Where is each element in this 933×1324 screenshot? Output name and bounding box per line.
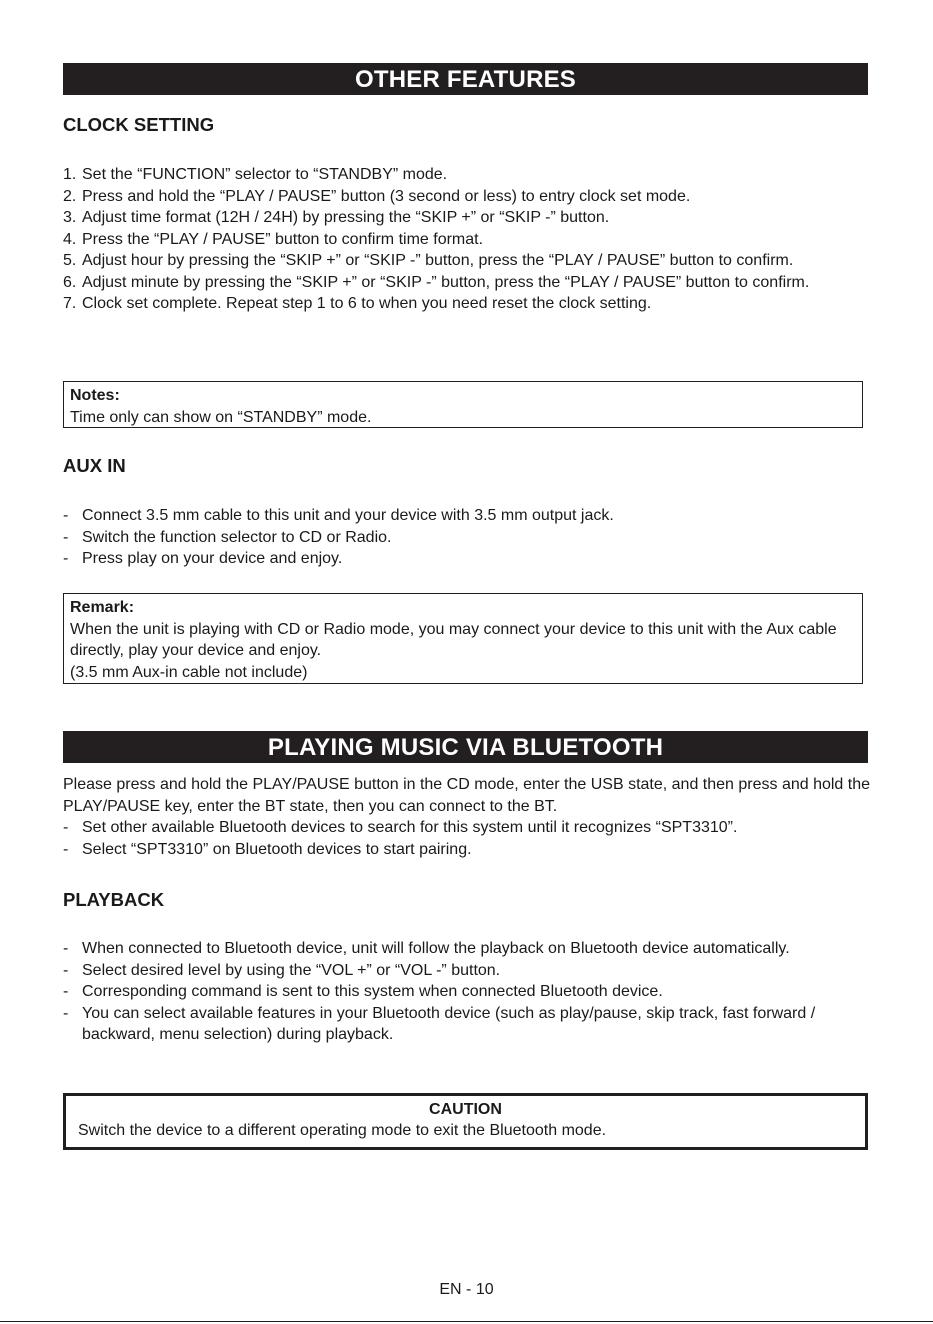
playback-list: [63, 938, 863, 1046]
list-item: [63, 817, 863, 839]
caution-text: Switch the device to a different operating mode to exit the Bluetooth mode.: [78, 1122, 607, 1139]
item-text: Select “SPT3310” on Bluetooth devices to start pairing.: [82, 840, 472, 858]
clock-step-4: [63, 229, 863, 251]
remark-text: When the unit is playing with CD or Radio mode, you may connect your device to this unit with the Aux cable directly, play your device and enjoy.: [70, 620, 837, 659]
dash-marker: -: [63, 1004, 69, 1022]
item-text: Corresponding command is sent to this system when connected Bluetooth device.: [82, 983, 663, 1000]
aux-in-heading: AUX IN: [63, 455, 126, 476]
other-features-banner: OTHER FEATURES: [63, 63, 868, 95]
step-marker: 1.: [63, 166, 77, 183]
list-item: [63, 839, 863, 861]
caution-box: [63, 1093, 868, 1150]
item-text: Select desired level by using the “VOL +” or “VOL -” button.: [82, 961, 501, 979]
step-marker: 2.: [63, 187, 77, 205]
step-text: Press the “PLAY / PAUSE” button to confirm time format.: [82, 230, 484, 248]
step-text: Adjust hour by pressing the “SKIP +” or “SKIP -” button, press the “PLAY / PAUSE” button to confirm.: [82, 252, 794, 269]
item-text: Press play on your device and enjoy.: [82, 550, 343, 567]
dash-marker: -: [63, 528, 69, 546]
step-marker: 3.: [63, 209, 77, 226]
dash-marker: -: [63, 840, 69, 858]
item-text: You can select available features in your Bluetooth device (such as play/pause, skip track, fast forward / backward, menu selection) during playback.: [82, 1004, 816, 1043]
clock-setting-heading: CLOCK SETTING: [63, 114, 215, 135]
step-marker: 6.: [63, 273, 77, 291]
clock-setting-steps: [63, 164, 863, 315]
item-text: Connect 3.5 mm cable to this unit and your device with 3.5 mm output jack.: [82, 507, 614, 524]
step-text: Set the “FUNCTION” selector to “STANDBY” mode.: [82, 166, 448, 183]
dash-marker: -: [63, 940, 69, 957]
list-item: [63, 1003, 863, 1046]
caution-title: CAUTION: [429, 1101, 502, 1118]
step-text: Press and hold the “PLAY / PAUSE” button (3 second or less) to entry clock set mode.: [82, 187, 691, 205]
list-item: [63, 505, 863, 527]
item-text: Switch the function selector to CD or Radio.: [82, 528, 392, 546]
clock-step-5: [63, 250, 863, 272]
step-text: Adjust time format (12H / 24H) by pressing the “SKIP +” or “SKIP -” button.: [82, 209, 610, 226]
page-number: EN - 10: [439, 1281, 494, 1298]
step-marker: 7.: [63, 295, 77, 312]
step-text: Adjust minute by pressing the “SKIP +” or “SKIP -” button, press the “PLAY / PAUSE” button to confirm.: [82, 273, 810, 291]
notes-text: Time only can show on “STANDBY” mode.: [70, 408, 372, 426]
list-item: [63, 981, 863, 1003]
clock-step-2: [63, 186, 863, 208]
bottom-rule: [0, 1321, 933, 1322]
item-text: Set other available Bluetooth devices to search for this system until it recognizes “SPT3310”.: [82, 819, 738, 836]
list-item: [63, 938, 863, 960]
step-marker: 4.: [63, 230, 77, 248]
playback-heading: PLAYBACK: [63, 889, 165, 910]
dash-marker: -: [63, 507, 69, 524]
clock-step-3: [63, 207, 863, 229]
remark-box: [63, 593, 863, 684]
bluetooth-list: [63, 817, 863, 860]
notes-title: Notes:: [70, 387, 120, 404]
list-item: [63, 960, 863, 982]
remark-note: (3.5 mm Aux-in cable not include): [70, 663, 308, 681]
list-item: [63, 527, 863, 549]
remark-title: Remark:: [70, 599, 135, 616]
notes-box: [63, 381, 863, 428]
dash-marker: -: [63, 961, 69, 979]
step-marker: 5.: [63, 252, 77, 269]
list-item: [63, 548, 863, 570]
bluetooth-banner: PLAYING MUSIC VIA BLUETOOTH: [63, 731, 868, 763]
clock-step-1: [63, 164, 863, 186]
clock-step-6: [63, 272, 863, 294]
step-text: Clock set complete. Repeat step 1 to 6 to when you need reset the clock setting.: [82, 295, 652, 312]
bluetooth-intro: Please press and hold the PLAY/PAUSE button in the CD mode, enter the USB state, and then press and hold the PLAY/PAUSE key, enter the BT state, then you can connect to the BT.: [63, 776, 871, 815]
item-text: When connected to Bluetooth device, unit will follow the playback on Bluetooth device automatically.: [82, 940, 790, 957]
dash-marker: -: [63, 983, 69, 1000]
aux-in-list: [63, 505, 863, 570]
dash-marker: -: [63, 819, 69, 836]
dash-marker: -: [63, 550, 69, 567]
clock-step-7: [63, 293, 863, 315]
